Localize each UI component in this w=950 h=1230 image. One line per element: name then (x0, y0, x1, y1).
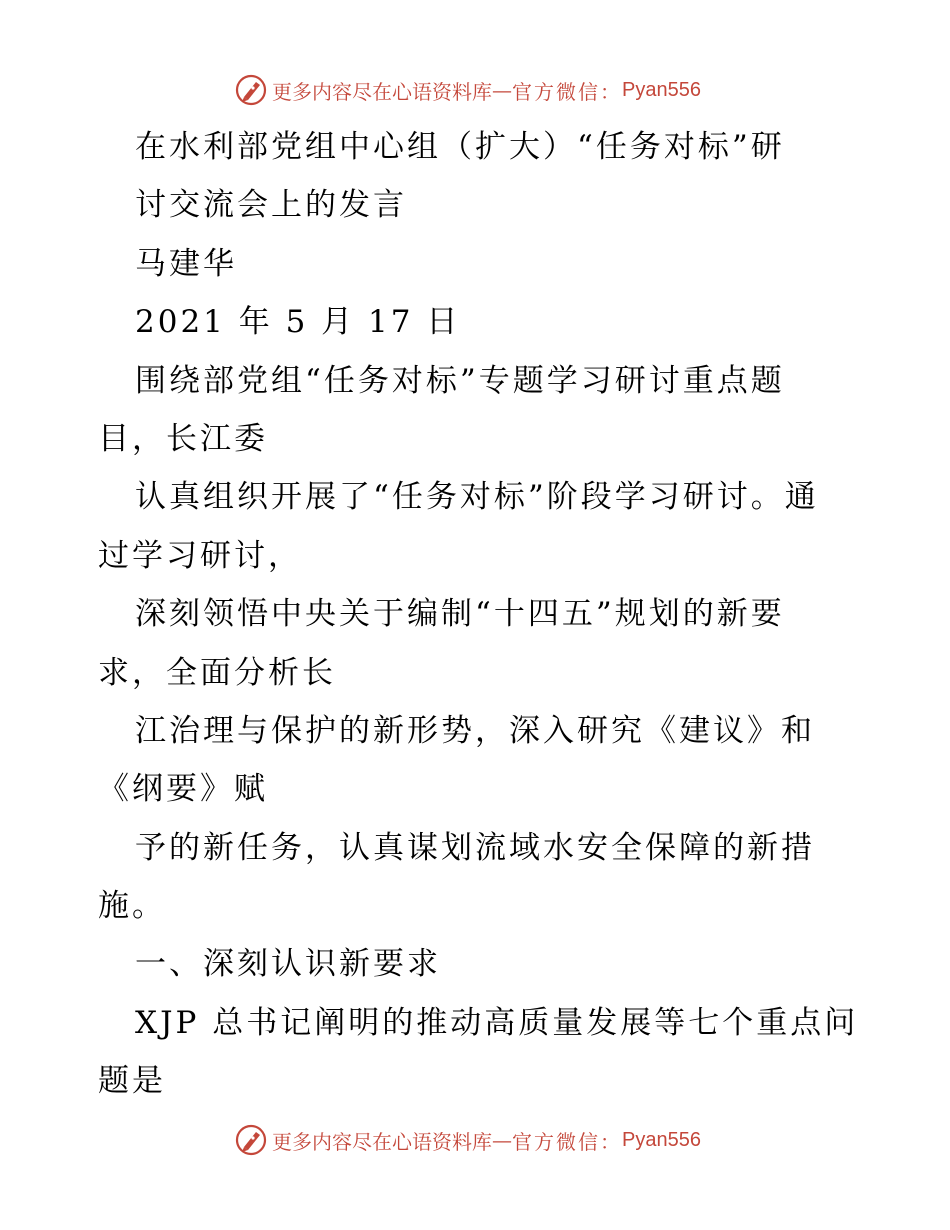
paragraph-line: 求，全面分析长 (98, 654, 336, 691)
paragraph-line: 题是 (98, 1063, 166, 1100)
paragraph-line: XJP 总书记阐明的推动高质量发展等七个重点问 (135, 1004, 859, 1041)
watermark-text: 更多内容尽在心语资料库 (272, 1129, 492, 1154)
paragraph-line: 江治理与保护的新形势，深入研究《建议》和 (135, 712, 815, 749)
watermark-text: 更多内容尽在心语资料库 (272, 79, 492, 104)
paragraph-line: 深刻领悟中央关于编制“十四五”规划的新要 (135, 596, 785, 633)
paragraph-line: 施。 (98, 888, 166, 925)
watermark-wechat-label: 官方微信： (512, 1129, 622, 1154)
watermark-wechat-id: Pyan556 (622, 1128, 701, 1151)
pen-logo-icon (234, 73, 268, 107)
document-body (98, 118, 858, 1111)
watermark-wechat-id: Pyan556 (622, 78, 701, 101)
watermark-separator: — (492, 1128, 512, 1152)
title-line-1: 在水利部党组中心组（扩大）“任务对标”研 (135, 129, 785, 165)
section-heading: 一、深刻认识新要求 (135, 946, 441, 983)
header-watermark (234, 72, 701, 108)
paragraph-line: 围绕部党组“任务对标”专题学习研讨重点题 (135, 362, 785, 399)
date-line: 2021 年 5 月 17 日 (135, 304, 461, 341)
paragraph-line: 予的新任务，认真谋划流域水安全保障的新措 (135, 829, 815, 866)
watermark-wechat-label: 官方微信： (512, 79, 622, 104)
footer-watermark (234, 1122, 701, 1158)
paragraph-line: 认真组织开展了“任务对标”阶段学习研讨。通 (135, 479, 819, 516)
paragraph-line: 目，长江委 (98, 420, 268, 457)
watermark-separator: — (492, 78, 512, 102)
paragraph-line: 《纲要》赋 (98, 771, 268, 808)
paragraph-line: 过学习研讨， (98, 537, 302, 574)
author-line: 马建华 (135, 245, 237, 282)
title-line-2: 讨交流会上的发言 (135, 187, 407, 224)
pen-logo-icon (234, 1123, 268, 1157)
